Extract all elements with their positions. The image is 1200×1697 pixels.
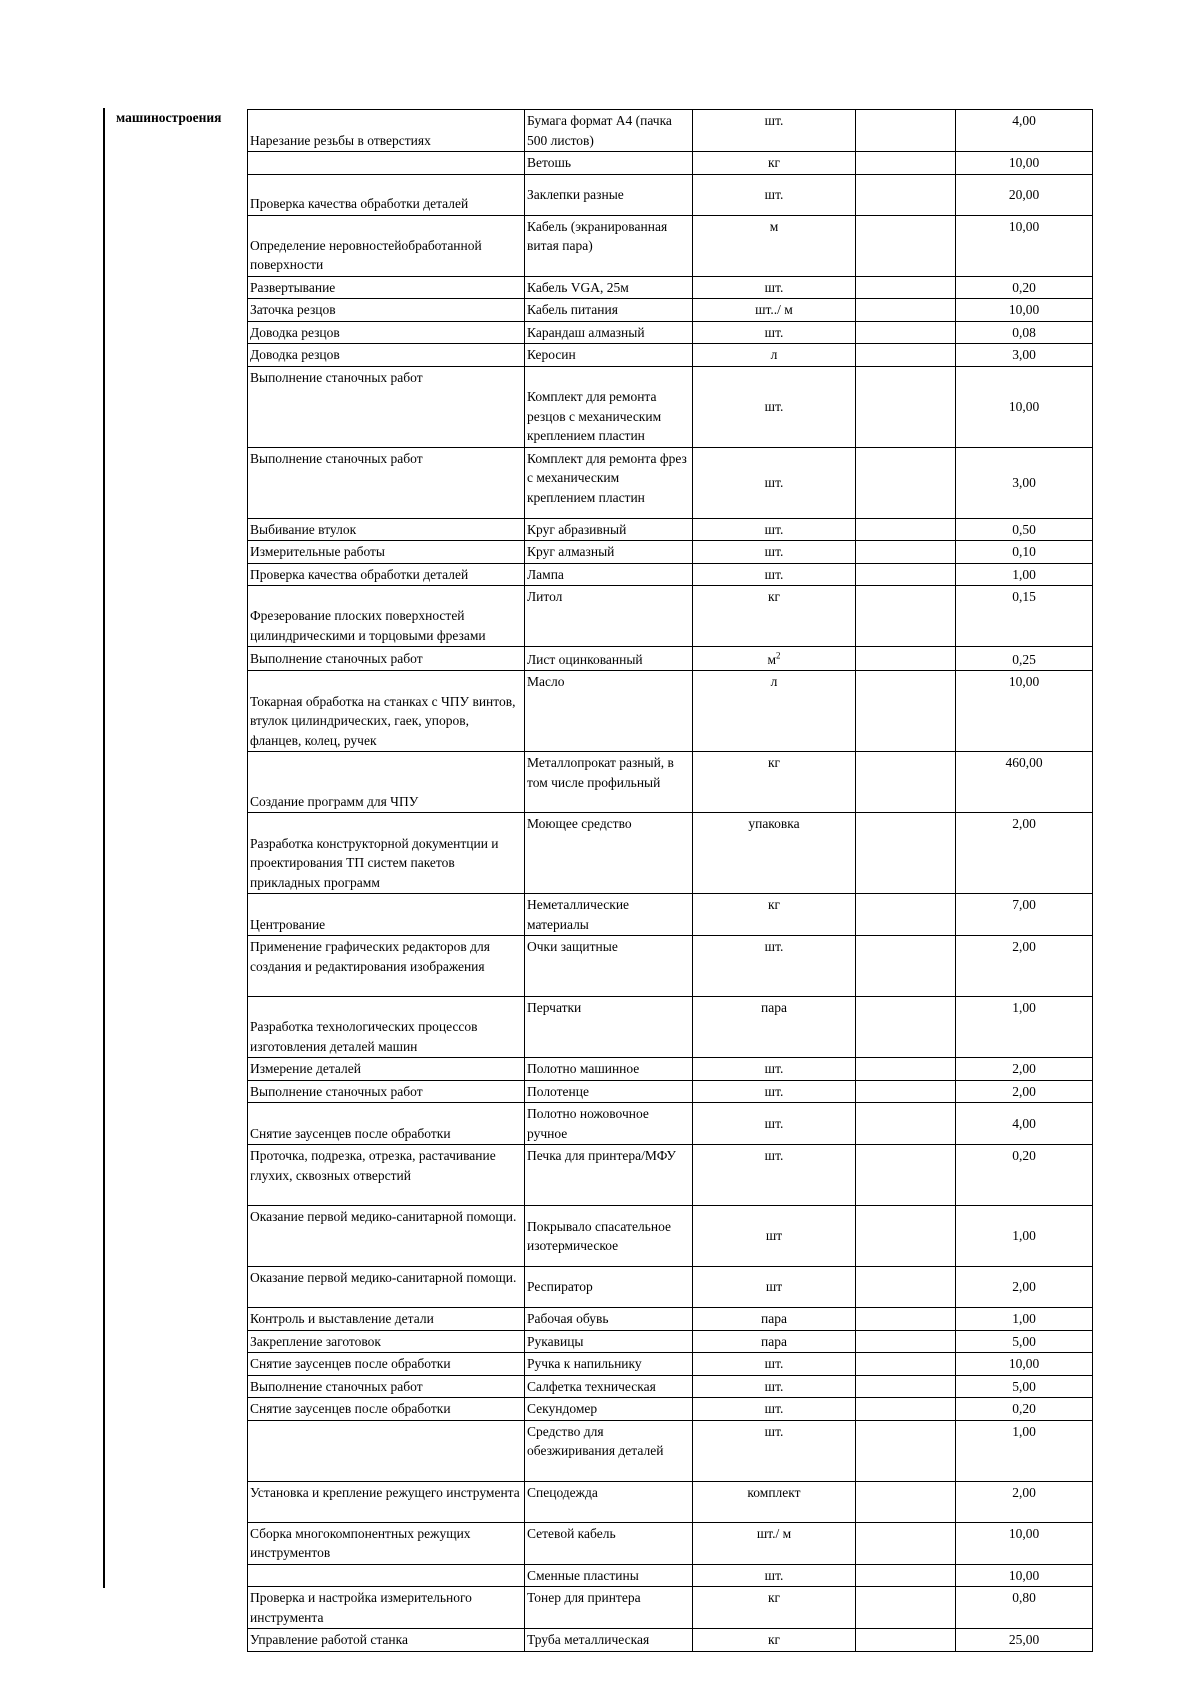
unit-cell <box>693 518 856 541</box>
empty-cell <box>856 1481 956 1522</box>
empty-cell <box>856 563 956 586</box>
empty-cell <box>856 1308 956 1331</box>
empty-cell <box>856 894 956 936</box>
unit-text: кг <box>767 589 781 604</box>
unit-cell <box>693 1564 856 1587</box>
material-cell: Керосин <box>525 344 693 367</box>
quantity-cell: 4,00 <box>956 110 1093 152</box>
quantity-cell: 2,00 <box>956 1481 1093 1522</box>
task-cell: Токарная обработка на станках с ЧПУ винтов, втулок цилиндрических, гаек, упоров, фланцев, колец, ручек <box>248 671 525 752</box>
quantity-cell: 0,20 <box>956 1145 1093 1206</box>
task-cell: Проверка качества обработки деталей <box>248 563 525 586</box>
table-row <box>248 1481 1093 1522</box>
quantity-cell: 2,00 <box>956 1267 1093 1308</box>
unit-cell <box>693 563 856 586</box>
task-cell: Снятие заусенцев после обработки <box>248 1398 525 1421</box>
material-cell: Полотно ножовочное ручное <box>525 1103 693 1145</box>
unit-cell <box>693 1103 856 1145</box>
table-row <box>248 1330 1093 1353</box>
empty-cell <box>856 1629 956 1652</box>
empty-cell <box>856 215 956 276</box>
empty-cell <box>856 447 956 518</box>
table-row <box>248 366 1093 447</box>
empty-cell <box>856 321 956 344</box>
material-cell: Кабель VGA, 25м <box>525 276 693 299</box>
task-cell: Проверка качества обработки деталей <box>248 174 525 215</box>
quantity-cell: 0,10 <box>956 541 1093 564</box>
task-cell: Выполнение станочных работ <box>248 647 525 671</box>
material-cell: Салфетка техническая <box>525 1375 693 1398</box>
material-cell: Лампа <box>525 563 693 586</box>
unit-cell <box>693 110 856 152</box>
unit-text: л <box>770 674 778 689</box>
quantity-cell: 0,08 <box>956 321 1093 344</box>
material-cell: Респиратор <box>525 1267 693 1308</box>
table-row <box>248 276 1093 299</box>
unit-text: шт. <box>764 939 784 954</box>
unit-cell <box>693 1145 856 1206</box>
table-row <box>248 174 1093 215</box>
unit-text: кг <box>767 755 781 770</box>
material-cell: Полотно машинное <box>525 1058 693 1081</box>
task-cell: Выполнение станочных работ <box>248 1375 525 1398</box>
table-row <box>248 1058 1093 1081</box>
empty-cell <box>856 174 956 215</box>
task-cell: Измерение деталей <box>248 1058 525 1081</box>
table-row <box>248 997 1093 1058</box>
task-cell: Проточка, подрезка, отрезка, растачивание глухих, сквозных отверстий <box>248 1145 525 1206</box>
material-cell: Моющее средство <box>525 813 693 894</box>
table-row <box>248 447 1093 518</box>
table-row <box>248 671 1093 752</box>
task-cell: Применение графических редакторов для создания и редактирования изображения <box>248 936 525 997</box>
task-cell: Снятие заусенцев после обработки <box>248 1103 525 1145</box>
unit-text: м <box>769 218 779 234</box>
unit-cell <box>693 1206 856 1267</box>
material-cell: Спецодежда <box>525 1481 693 1522</box>
quantity-cell: 25,00 <box>956 1629 1093 1652</box>
table-row <box>248 299 1093 322</box>
material-cell: Сменные пластины <box>525 1564 693 1587</box>
unit-cell <box>693 366 856 447</box>
material-cell: Средство для обезжиривания деталей <box>525 1420 693 1481</box>
empty-cell <box>856 1564 956 1587</box>
task-cell <box>248 1420 525 1481</box>
table-row <box>248 752 1093 813</box>
empty-cell <box>856 110 956 152</box>
unit-text: кг <box>767 1632 781 1647</box>
material-cell: Комплект для ремонта резцов с механическим креплением пластин <box>525 366 693 447</box>
unit-text: шт <box>765 1279 783 1295</box>
unit-text: шт. <box>764 1148 784 1163</box>
quantity-cell: 2,00 <box>956 813 1093 894</box>
unit-text: шт. <box>764 1115 784 1131</box>
quantity-cell: 10,00 <box>956 299 1093 322</box>
unit-cell <box>693 1080 856 1103</box>
quantity-cell: 2,00 <box>956 936 1093 997</box>
material-cell: Бумага формат А4 (пачка 500 листов) <box>525 110 693 152</box>
empty-cell <box>856 1058 956 1081</box>
material-cell: Покрывало спасательное изотермическое <box>525 1206 693 1267</box>
empty-cell <box>856 366 956 447</box>
unit-text: шт. <box>764 1567 784 1583</box>
left-margin-rule <box>103 108 105 1588</box>
unit-text: шт. <box>764 1356 784 1371</box>
table-row <box>248 215 1093 276</box>
task-cell: Развертывание <box>248 276 525 299</box>
unit-cell <box>693 586 856 647</box>
task-cell: Разработка конструкторной документции и проектирования ТП систем пакетов прикладных программ <box>248 813 525 894</box>
task-cell: Определение неровностейобработанной поверхности <box>248 215 525 276</box>
section-label: машиностроения <box>116 110 222 125</box>
table-row <box>248 563 1093 586</box>
quantity-cell: 10,00 <box>956 671 1093 752</box>
task-cell: Выполнение станочных работ <box>248 447 525 518</box>
task-cell: Нарезание резьбы в отверстиях <box>248 110 525 152</box>
unit-text: кг <box>767 1590 781 1605</box>
unit-text: шт. <box>764 1378 784 1394</box>
empty-cell <box>856 936 956 997</box>
material-cell: Секундомер <box>525 1398 693 1421</box>
quantity-cell: 0,15 <box>956 586 1093 647</box>
table-row <box>248 1587 1093 1629</box>
quantity-cell: 1,00 <box>956 1420 1093 1481</box>
quantity-cell: 0,80 <box>956 1587 1093 1629</box>
unit-cell <box>693 936 856 997</box>
table-row <box>248 1522 1093 1564</box>
material-cell: Кабель (экранированная витая пара) <box>525 215 693 276</box>
unit-cell <box>693 1058 856 1081</box>
unit-cell <box>693 1587 856 1629</box>
quantity-cell: 0,25 <box>956 647 1093 671</box>
empty-cell <box>856 1267 956 1308</box>
unit-cell <box>693 1375 856 1398</box>
unit-text: пара <box>761 1333 787 1349</box>
quantity-cell: 5,00 <box>956 1375 1093 1398</box>
empty-cell <box>856 518 956 541</box>
empty-cell <box>856 813 956 894</box>
table-row <box>248 344 1093 367</box>
unit-text: шт. <box>764 1423 784 1439</box>
unit-text: пара <box>761 1311 787 1326</box>
task-cell <box>248 1564 525 1587</box>
unit-text: шт./ м <box>756 1525 792 1541</box>
task-cell: Заточка резцов <box>248 299 525 322</box>
quantity-cell: 10,00 <box>956 215 1093 276</box>
unit-cell <box>693 321 856 344</box>
table-row <box>248 894 1093 936</box>
task-cell: Управление работой станка <box>248 1629 525 1652</box>
task-cell: Фрезерование плоских поверхностей цилиндрическими и торцовыми фрезами <box>248 586 525 647</box>
table-row <box>248 1629 1093 1652</box>
unit-cell <box>693 647 856 671</box>
task-cell: Выполнение станочных работ <box>248 1080 525 1103</box>
unit-cell <box>693 152 856 175</box>
table-row <box>248 110 1093 152</box>
table-row <box>248 321 1093 344</box>
empty-cell <box>856 541 956 564</box>
table-row <box>248 813 1093 894</box>
unit-cell <box>693 541 856 564</box>
quantity-cell: 1,00 <box>956 563 1093 586</box>
unit-cell <box>693 276 856 299</box>
quantity-cell: 10,00 <box>956 152 1093 175</box>
task-cell: Выбивание втулок <box>248 518 525 541</box>
material-cell: Ветошь <box>525 152 693 175</box>
empty-cell <box>856 276 956 299</box>
unit-text: шт. <box>764 1061 784 1076</box>
material-cell: Ручка к напильнику <box>525 1353 693 1376</box>
quantity-cell: 20,00 <box>956 174 1093 215</box>
quantity-cell: 10,00 <box>956 1522 1093 1564</box>
material-cell: Заклепки разные <box>525 174 693 215</box>
material-cell: Круг алмазный <box>525 541 693 564</box>
unit-text: шт. <box>764 566 784 582</box>
unit-text: шт. <box>764 186 784 202</box>
empty-cell <box>856 647 956 671</box>
table-row <box>248 586 1093 647</box>
material-cell: Металлопрокат разный, в том числе профильный <box>525 752 693 813</box>
unit-text: л <box>770 347 778 362</box>
unit-cell <box>693 1629 856 1652</box>
unit-cell <box>693 1398 856 1421</box>
unit-cell <box>693 813 856 894</box>
unit-text: шт <box>765 1228 783 1244</box>
unit-text: кг <box>767 897 781 912</box>
table-row <box>248 1080 1093 1103</box>
quantity-cell: 0,20 <box>956 1398 1093 1421</box>
table-row <box>248 1103 1093 1145</box>
quantity-cell: 4,00 <box>956 1103 1093 1145</box>
unit-cell <box>693 447 856 518</box>
unit-cell <box>693 174 856 215</box>
table-row <box>248 1564 1093 1587</box>
material-cell: Очки защитные <box>525 936 693 997</box>
task-cell: Закрепление заготовок <box>248 1330 525 1353</box>
quantity-cell: 460,00 <box>956 752 1093 813</box>
materials-table <box>247 109 1093 1652</box>
empty-cell <box>856 299 956 322</box>
material-cell: Комплект для ремонта фрез с механическим креплением пластин <box>525 447 693 518</box>
task-cell: Оказание первой медико-санитарной помощи. <box>248 1267 525 1308</box>
unit-text: кг <box>767 155 781 170</box>
unit-cell <box>693 1308 856 1331</box>
task-cell: Разработка технологических процессов изготовления деталей машин <box>248 997 525 1058</box>
task-cell: Сборка многокомпонентных режущих инструментов <box>248 1522 525 1564</box>
empty-cell <box>856 1375 956 1398</box>
quantity-cell: 5,00 <box>956 1330 1093 1353</box>
quantity-cell: 7,00 <box>956 894 1093 936</box>
empty-cell <box>856 1420 956 1481</box>
task-cell: Установка и крепление режущего инструмента <box>248 1481 525 1522</box>
unit-text: шт. <box>764 474 784 490</box>
quantity-cell: 10,00 <box>956 366 1093 447</box>
table-row <box>248 1308 1093 1331</box>
material-cell: Печка для принтера/МФУ <box>525 1145 693 1206</box>
table-row <box>248 936 1093 997</box>
unit-text: пара <box>761 1000 787 1015</box>
table-row <box>248 1145 1093 1206</box>
material-cell: Кабель питания <box>525 299 693 322</box>
material-cell: Рукавицы <box>525 1330 693 1353</box>
quantity-cell: 3,00 <box>956 447 1093 518</box>
quantity-cell: 3,00 <box>956 344 1093 367</box>
unit-text: шт. <box>764 398 784 414</box>
task-cell: Центрование <box>248 894 525 936</box>
material-cell: Тонер для принтера <box>525 1587 693 1629</box>
task-cell: Доводка резцов <box>248 321 525 344</box>
task-cell: Создание программ для ЧПУ <box>248 752 525 813</box>
quantity-cell: 0,50 <box>956 518 1093 541</box>
empty-cell <box>856 1103 956 1145</box>
table-row <box>248 1420 1093 1481</box>
quantity-cell: 0,20 <box>956 276 1093 299</box>
unit-text: шт. <box>764 279 784 295</box>
quantity-cell: 1,00 <box>956 1206 1093 1267</box>
task-cell: Измерительные работы <box>248 541 525 564</box>
material-cell: Круг абразивный <box>525 518 693 541</box>
empty-cell <box>856 1522 956 1564</box>
empty-cell <box>856 1587 956 1629</box>
unit-text: м <box>767 651 777 667</box>
empty-cell <box>856 997 956 1058</box>
material-cell: Труба металлическая <box>525 1629 693 1652</box>
table-row <box>248 152 1093 175</box>
unit-cell <box>693 894 856 936</box>
task-cell: Проверка и настройка измерительного инструмента <box>248 1587 525 1629</box>
material-cell: Неметаллические материалы <box>525 894 693 936</box>
quantity-cell: 2,00 <box>956 1080 1093 1103</box>
table-row <box>248 1206 1093 1267</box>
task-cell: Контроль и выставление детали <box>248 1308 525 1331</box>
unit-text: шт. <box>764 521 784 537</box>
unit-cell <box>693 752 856 813</box>
unit-text: шт. <box>764 324 784 340</box>
quantity-cell: 10,00 <box>956 1564 1093 1587</box>
material-cell: Масло <box>525 671 693 752</box>
task-cell <box>248 152 525 175</box>
unit-cell <box>693 671 856 752</box>
table-row <box>248 647 1093 671</box>
unit-text: шт. <box>764 1401 784 1416</box>
empty-cell <box>856 752 956 813</box>
quantity-cell: 10,00 <box>956 1353 1093 1376</box>
unit-cell <box>693 1330 856 1353</box>
material-cell: Перчатки <box>525 997 693 1058</box>
unit-text: шт. <box>764 544 784 559</box>
unit-cell <box>693 299 856 322</box>
unit-cell <box>693 997 856 1058</box>
material-cell: Полотенце <box>525 1080 693 1103</box>
empty-cell <box>856 344 956 367</box>
unit-text: шт../ м <box>755 302 793 317</box>
unit-text: комплект <box>747 1484 801 1500</box>
empty-cell <box>856 1080 956 1103</box>
unit-cell <box>693 215 856 276</box>
table-row <box>248 1353 1093 1376</box>
empty-cell <box>856 586 956 647</box>
unit-cell <box>693 1353 856 1376</box>
unit-text: шт. <box>764 113 784 128</box>
unit-text: упаковка <box>748 816 800 831</box>
empty-cell <box>856 1353 956 1376</box>
unit-cell <box>693 1420 856 1481</box>
material-cell: Лист оцинкованный <box>525 647 693 671</box>
table-row <box>248 1375 1093 1398</box>
material-cell: Рабочая обувь <box>525 1308 693 1331</box>
table-row <box>248 541 1093 564</box>
unit-cell <box>693 344 856 367</box>
empty-cell <box>856 1330 956 1353</box>
task-cell: Доводка резцов <box>248 344 525 367</box>
unit-cell <box>693 1481 856 1522</box>
empty-cell <box>856 671 956 752</box>
unit-superscript: 2 <box>776 650 781 660</box>
quantity-cell: 2,00 <box>956 1058 1093 1081</box>
material-cell: Сетевой кабель <box>525 1522 693 1564</box>
unit-cell <box>693 1267 856 1308</box>
empty-cell <box>856 1398 956 1421</box>
empty-cell <box>856 1145 956 1206</box>
task-cell: Снятие заусенцев после обработки <box>248 1353 525 1376</box>
material-cell: Литол <box>525 586 693 647</box>
task-cell: Выполнение станочных работ <box>248 366 525 447</box>
table-row <box>248 518 1093 541</box>
material-cell: Карандаш алмазный <box>525 321 693 344</box>
quantity-cell: 1,00 <box>956 1308 1093 1331</box>
empty-cell <box>856 152 956 175</box>
quantity-cell: 1,00 <box>956 997 1093 1058</box>
unit-text: шт. <box>764 1083 784 1099</box>
task-cell: Оказание первой медико-санитарной помощи. <box>248 1206 525 1267</box>
table-row <box>248 1267 1093 1308</box>
unit-cell <box>693 1522 856 1564</box>
empty-cell <box>856 1206 956 1267</box>
table-row <box>248 1398 1093 1421</box>
